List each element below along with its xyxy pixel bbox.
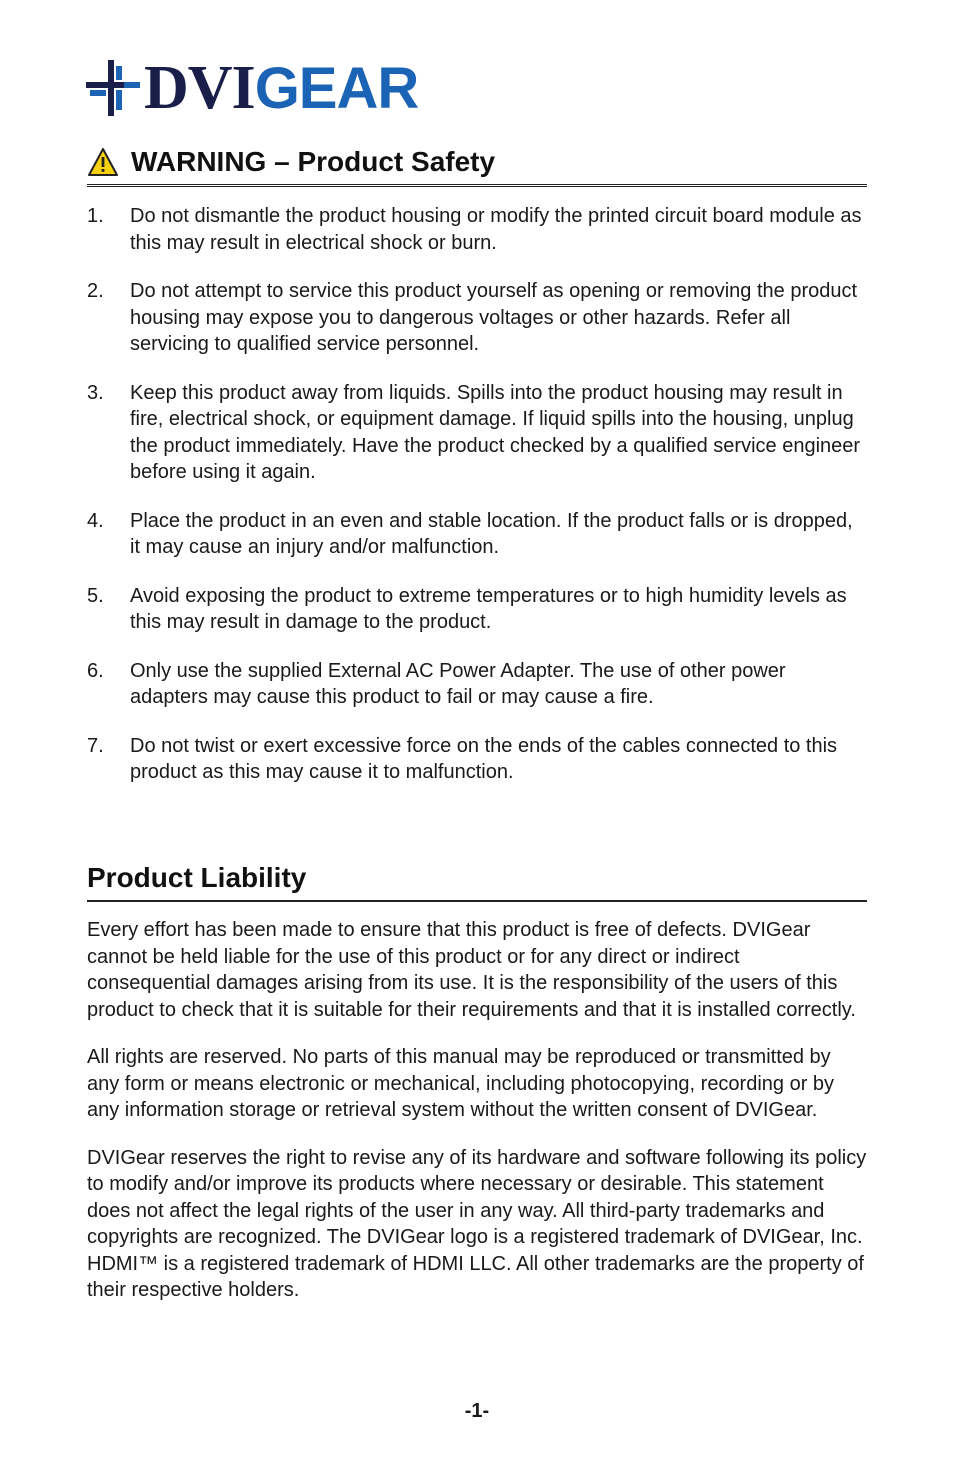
item-text: Only use the supplied External AC Power Adapter. The use of other power adapters may cause this product to fail or may cause a fire.: [130, 659, 786, 708]
liability-heading-text: Product Liability: [87, 862, 307, 893]
safety-section: [87, 146, 867, 786]
warning-triangle-icon: [87, 147, 119, 177]
safety-list: [87, 203, 867, 786]
item-number: 2.: [87, 280, 104, 302]
liability-body: [87, 917, 867, 1304]
dvigear-cross-logo-icon: [86, 60, 140, 116]
item-number: 5.: [87, 584, 104, 607]
page-number: -1-: [464, 1400, 490, 1422]
item-number: 7.: [87, 734, 104, 757]
logo-gear: GEAR: [254, 55, 419, 121]
liability-paragraph: Every effort has been made to ensure that this product is free of defects. DVIGear cannot be held liable for the use of this product or for any direct or indirect consequential damages arising from its use. It is the responsibility of the users of this product to check that it is suitable for their requirements and that it is installed correctly.: [87, 919, 856, 1021]
item-number: 3.: [87, 381, 104, 404]
item-text: Place the product in an even and stable location. If the product falls or is dropped, it may cause an injury and/or malfunction.: [130, 509, 853, 558]
list-item: [87, 583, 867, 636]
item-text: Do not dismantle the product housing or modify the printed circuit board module as this may result in electrical shock or burn.: [130, 205, 862, 254]
list-item: [87, 508, 867, 561]
item-text: Avoid exposing the product to extreme temperatures or to high humidity levels as this may result in damage to the product.: [130, 584, 847, 633]
item-text: Do not twist or exert excessive force on the ends of the cables connected to this product as this may cause it to malfunction.: [130, 734, 838, 783]
list-item: [87, 203, 867, 256]
liability-heading-rule: [87, 900, 867, 902]
item-text: Keep this product away from liquids. Spills into the product housing may result in fire, electrical shock, or equipment damage. If liquid spills into the housing, unplug the product immediately. Have the product checked by a qualified service engineer before using it again.: [130, 381, 861, 483]
liability-section: [87, 862, 867, 1304]
item-number: 1.: [87, 205, 104, 227]
liability-paragraph: DVIGear reserves the right to revise any of its hardware and software following its policy to modify and/or improve its products where necessary or desirable. This statement does not affect the legal rights of the user in any way. All third-party trademarks and copyrights are recognized. The DVIGear logo is a registered trademark of DVIGear, Inc. HDMI™ is a registered trademark of HDMI LLC. All other trademarks are the property of their respective holders.: [87, 1146, 867, 1301]
safety-heading-rule: [87, 184, 867, 187]
item-number: 4.: [87, 509, 104, 532]
safety-heading: [87, 146, 867, 184]
list-item: [87, 380, 867, 486]
liability-paragraph: All rights are reserved. No parts of this manual may be reproduced or transmitted by any form or means electronic or mechanical, including photocopying, recording or by any information storage or retrieval system without the written consent of DVIGear.: [87, 1046, 835, 1121]
logo-dvi: DVI: [144, 53, 255, 122]
safety-heading-text: WARNING – Product Safety: [131, 146, 496, 177]
list-item: [87, 278, 867, 358]
item-text: Do not attempt to service this product yourself as opening or removing the product housing may expose you to dangerous voltages or other hazards. Refer all servicing to qualified service personnel.: [130, 280, 858, 355]
list-item: [87, 658, 867, 711]
liability-heading: [87, 862, 867, 900]
dvigear-logo: [86, 53, 419, 122]
item-number: 6.: [87, 659, 104, 682]
logo-wordmark: [144, 53, 419, 122]
list-item: [87, 733, 867, 786]
